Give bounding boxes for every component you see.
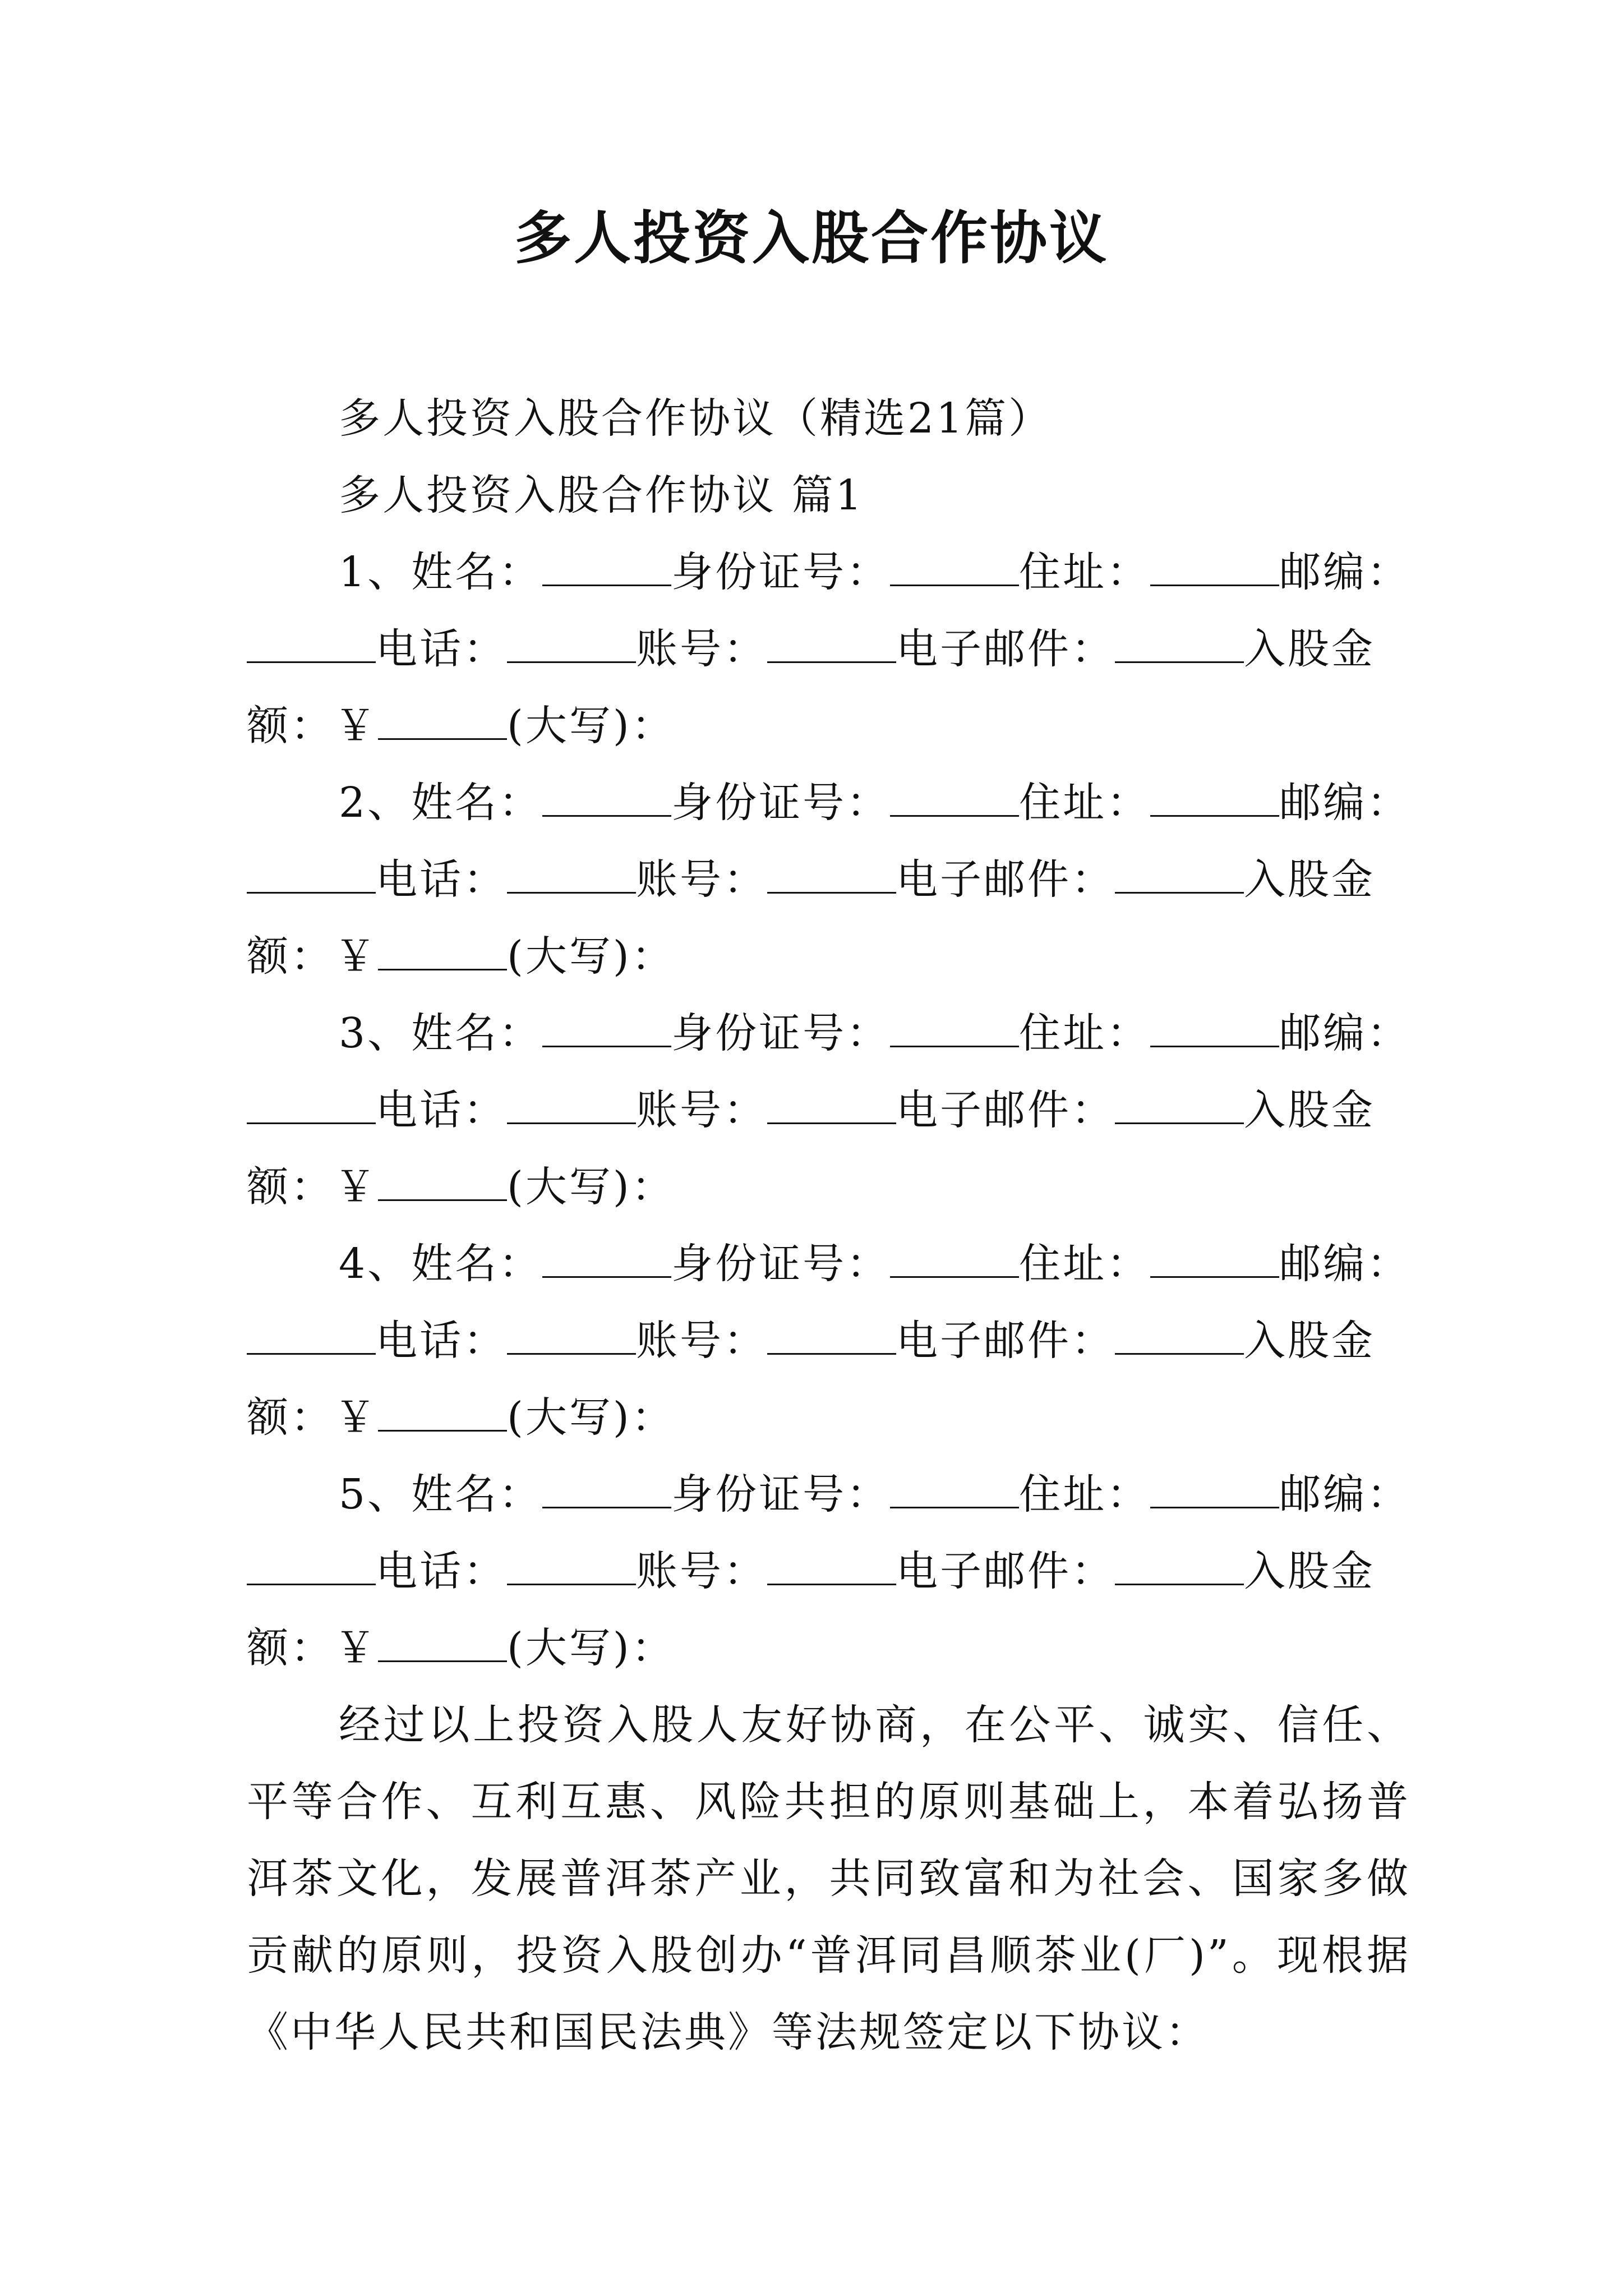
address-blank[interactable]: [1150, 1239, 1279, 1278]
account-label: 账号：: [636, 855, 767, 904]
id-number-blank[interactable]: [890, 1470, 1019, 1508]
amount-label-end: 额：￥: [247, 932, 378, 981]
address-blank[interactable]: [1150, 778, 1279, 817]
email-blank[interactable]: [1115, 855, 1244, 894]
investor-line-3: [247, 1379, 1410, 1456]
investor-line-2: [247, 1303, 1410, 1379]
name-blank[interactable]: [542, 547, 671, 586]
email-blank[interactable]: [1115, 1547, 1244, 1585]
account-blank[interactable]: [767, 1085, 896, 1124]
phone-blank[interactable]: [507, 1316, 636, 1355]
id-number-blank[interactable]: [890, 778, 1019, 817]
capital-amount-label: (大写)：: [507, 1163, 675, 1211]
id-number-label: 身份证号：: [671, 1240, 891, 1288]
postcode-blank[interactable]: [247, 855, 376, 894]
id-number-label: 身份证号：: [671, 1470, 891, 1519]
id-number-blank[interactable]: [890, 547, 1019, 586]
investor-line-1: [247, 534, 1410, 611]
address-blank[interactable]: [1150, 1470, 1279, 1508]
amount-blank[interactable]: [378, 932, 507, 970]
id-number-label: 身份证号：: [671, 1009, 891, 1057]
amount-blank[interactable]: [378, 1393, 507, 1432]
amount-label-end: 额：￥: [247, 702, 378, 750]
investor-list: [247, 534, 1410, 1687]
phone-label: 电话：: [376, 1317, 507, 1365]
investor-line-3: [247, 1149, 1410, 1226]
capital-amount-label: (大写)：: [507, 1393, 675, 1442]
email-label: 电子邮件：: [896, 1317, 1115, 1365]
id-number-blank[interactable]: [890, 1239, 1019, 1278]
amount-blank[interactable]: [378, 701, 507, 740]
name-label: 姓名：: [411, 1240, 543, 1288]
name-blank[interactable]: [542, 778, 671, 817]
account-blank[interactable]: [767, 855, 896, 894]
document-body: [247, 380, 1410, 2071]
email-blank[interactable]: [1115, 624, 1244, 663]
name-label: 姓名：: [411, 1009, 543, 1057]
amount-label-start: 入股金: [1244, 855, 1375, 904]
phone-blank[interactable]: [507, 1085, 636, 1124]
investor-line-2: [247, 1533, 1410, 1610]
investor-number: 1、: [339, 548, 412, 596]
capital-amount-label: (大写)：: [507, 1624, 675, 1672]
investor-line-1: [247, 1226, 1410, 1303]
amount-label-start: 入股金: [1244, 625, 1375, 673]
investor-line-2: [247, 611, 1410, 688]
phone-label: 电话：: [376, 1086, 507, 1134]
name-blank[interactable]: [542, 1009, 671, 1047]
investor-line-1: [247, 765, 1410, 841]
postcode-label: 邮编：: [1279, 1009, 1411, 1057]
email-label: 电子邮件：: [896, 1547, 1115, 1595]
amount-label-end: 额：￥: [247, 1393, 378, 1442]
investor-number: 3、: [339, 1009, 412, 1057]
address-blank[interactable]: [1150, 1009, 1279, 1047]
phone-blank[interactable]: [507, 855, 636, 894]
amount-label-end: 额：￥: [247, 1163, 378, 1211]
address-label: 住址：: [1019, 548, 1151, 596]
postcode-label: 邮编：: [1279, 1240, 1411, 1288]
amount-blank[interactable]: [378, 1623, 507, 1662]
account-blank[interactable]: [767, 624, 896, 663]
phone-blank[interactable]: [507, 1547, 636, 1585]
amount-blank[interactable]: [378, 1162, 507, 1201]
id-number-label: 身份证号：: [671, 548, 891, 596]
account-label: 账号：: [636, 1317, 767, 1365]
investor-number: 2、: [339, 779, 412, 827]
address-blank[interactable]: [1150, 547, 1279, 586]
amount-label-start: 入股金: [1244, 1086, 1375, 1134]
phone-label: 电话：: [376, 855, 507, 904]
phone-label: 电话：: [376, 625, 507, 673]
postcode-blank[interactable]: [247, 1316, 376, 1355]
email-label: 电子邮件：: [896, 625, 1115, 673]
investor-entry: [247, 1226, 1410, 1456]
section-heading: 多人投资入股合作协议 篇1: [339, 471, 864, 519]
investor-line-3: [247, 1610, 1410, 1687]
account-label: 账号：: [636, 1547, 767, 1595]
investor-line-1: [247, 1456, 1410, 1533]
investor-entry: [247, 995, 1410, 1226]
email-blank[interactable]: [1115, 1085, 1244, 1124]
email-label: 电子邮件：: [896, 855, 1115, 904]
document-subtitle: 多人投资入股合作协议（精选21篇）: [339, 394, 1053, 443]
postcode-label: 邮编：: [1279, 779, 1411, 827]
account-label: 账号：: [636, 625, 767, 673]
amount-label-start: 入股金: [1244, 1547, 1375, 1595]
investor-line-3: [247, 688, 1410, 765]
capital-amount-label: (大写)：: [507, 932, 675, 981]
postcode-blank[interactable]: [247, 1085, 376, 1124]
investor-line-2: [247, 841, 1410, 918]
amount-label-start: 入股金: [1244, 1317, 1375, 1365]
phone-label: 电话：: [376, 1547, 507, 1595]
postcode-label: 邮编：: [1279, 548, 1411, 596]
id-number-blank[interactable]: [890, 1009, 1019, 1047]
postcode-blank[interactable]: [247, 624, 376, 663]
account-blank[interactable]: [767, 1316, 896, 1355]
email-label: 电子邮件：: [896, 1086, 1115, 1134]
investor-entry: [247, 765, 1410, 995]
investor-number: 5、: [339, 1470, 412, 1519]
address-label: 住址：: [1019, 1470, 1151, 1519]
name-blank[interactable]: [542, 1470, 671, 1508]
investor-line-1: [247, 995, 1410, 1072]
address-label: 住址：: [1019, 1240, 1151, 1288]
id-number-label: 身份证号：: [671, 779, 891, 827]
address-label: 住址：: [1019, 1009, 1151, 1057]
phone-blank[interactable]: [507, 624, 636, 663]
name-label: 姓名：: [411, 548, 543, 596]
name-label: 姓名：: [411, 779, 543, 827]
investor-entry: [247, 534, 1410, 765]
capital-amount-label: (大写)：: [507, 702, 675, 750]
address-label: 住址：: [1019, 779, 1151, 827]
name-blank[interactable]: [542, 1239, 671, 1278]
postcode-blank[interactable]: [247, 1547, 376, 1585]
name-label: 姓名：: [411, 1470, 543, 1519]
document-title: 多人投资入股合作协议: [514, 205, 1109, 272]
amount-label-end: 额：￥: [247, 1624, 378, 1672]
email-blank[interactable]: [1115, 1316, 1244, 1355]
postcode-label: 邮编：: [1279, 1470, 1411, 1519]
account-label: 账号：: [636, 1086, 767, 1134]
investor-entry: [247, 1456, 1410, 1687]
investor-number: 4、: [339, 1240, 412, 1288]
closing-paragraph: 经过以上投资入股人友好协商，在公平、诚实、信任、平等合作、互利互惠、风险共担的原则基础上，本着弘扬普洱茶文化，发展普洱茶产业，共同致富和为社会、国家多做贡献的原则，投资入股创办“普洱同昌顺茶业(厂)”。现根据《中华人民共和国民法典》等法规签定以下协议：: [247, 1701, 1410, 2056]
investor-line-2: [247, 1072, 1410, 1149]
account-blank[interactable]: [767, 1547, 896, 1585]
investor-line-3: [247, 918, 1410, 995]
